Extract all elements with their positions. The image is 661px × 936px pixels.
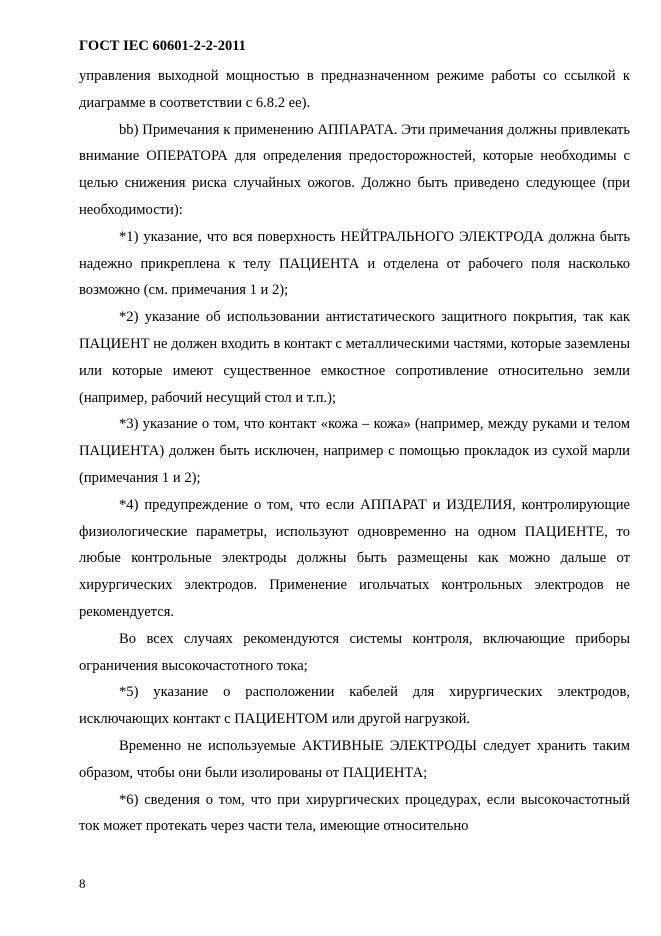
paragraph-continuation: управления выходной мощностью в предназначенном режиме работы со ссылкой к диаграмме в соответствии с 6.8.2 ее). [79, 68, 630, 111]
paragraph-item-4: *4) предупреждение о том, что если АППАРАТ и ИЗДЕЛИЯ, контролирующие физиологические параметры, используют одновременно на одном ПАЦИЕНТЕ, то любые контрольные электроды должны быть размещены как можно дальше от хирургических электродов. Применение игольчатых контрольных электродов не рекомендуется. [79, 496, 630, 620]
standard-title: ГОСТ IEC 60601-2-2-2011 [79, 38, 246, 54]
paragraph-item-5: *5) указание о расположении кабелей для хирургических электродов, исключающих контакт с ПАЦИЕНТОМ или другой нагрузкой. [79, 684, 630, 728]
paragraph-monitoring-note: Во всех случаях рекомендуются системы контроля, включающие приборы ограничения высокочастотного тока; [79, 630, 630, 674]
paragraph-item-2: *2) указание об использовании антистатического защитного покрытия, так как ПАЦИЕНТ не должен входить в контакт с металлическими частями, которые заземлены или которые имеют существенное емкостное сопротивление относительно земли (например, рабочий несущий стол и т.п.); [79, 309, 630, 406]
paragraph-item-1: *1) указание, что вся поверхность НЕЙТРАЛЬНОГО ЭЛЕКТРОДА должна быть надежно прикреплена к телу ПАЦИЕНТА и отделена от рабочего поля насколько возможно (см. примечания 1 и 2); [79, 228, 630, 299]
page-number: 8 [79, 876, 86, 891]
paragraph-item-3: *3) указание о том, что контакт «кожа – кожа» (например, между руками и телом ПАЦИЕНТА) должен быть исключен, например с помощью прокладок из сухой марли (примечания 1 и 2); [79, 416, 630, 486]
paragraph-item-6: *6) сведения о том, что при хирургических процедурах, если высокочастотный ток может протекать через части тела, имеющие относительно [79, 791, 630, 835]
paragraph-active-electrodes: Временно не используемые АКТИВНЫЕ ЭЛЕКТРОДЫ следует хранить таким образом, чтобы они были изолированы от ПАЦИЕНТА; [79, 737, 630, 781]
paragraph-bb-notes: bb) Примечания к применению АППАРАТА. Эти примечания должны привлекать внимание ОПЕРАТОРА для определения предосторожностей, которые необходимы с целью снижения риска случайных ожогов. Должно быть приведено следующее (при необходимости): [79, 121, 630, 218]
document-body [79, 63, 630, 840]
